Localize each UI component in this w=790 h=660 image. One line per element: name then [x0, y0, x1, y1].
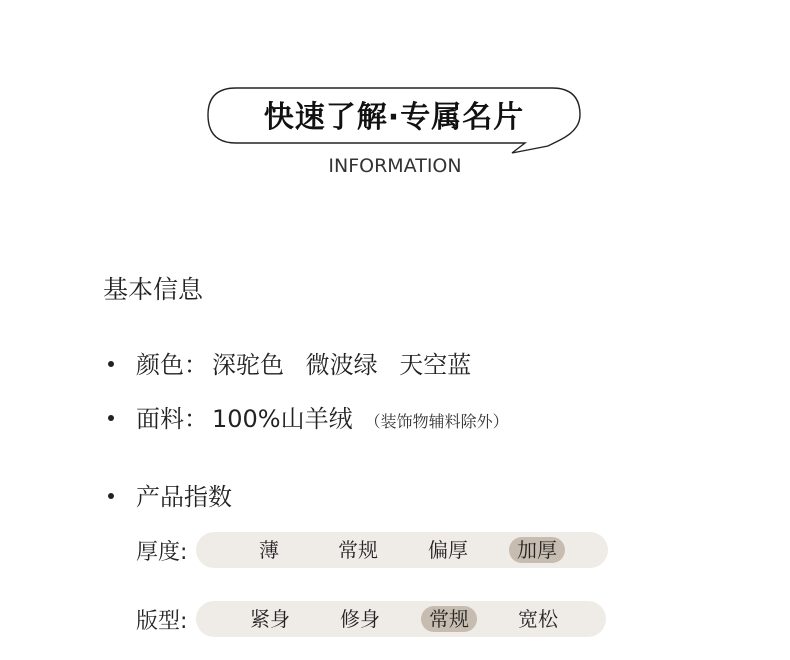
section-title-basic-info: 基本信息	[103, 275, 204, 304]
fit-track	[196, 601, 606, 637]
color-row	[108, 345, 485, 380]
color-values	[212, 345, 485, 380]
product-index-row	[108, 477, 232, 512]
fabric-value: 100%山羊绒	[212, 405, 353, 433]
thickness-option: 薄	[259, 538, 279, 562]
thickness-label: 厚度:	[136, 539, 188, 565]
fit-scale	[136, 601, 606, 637]
bullet-icon	[108, 493, 114, 499]
page-title: 快速了解·专属名片	[263, 100, 525, 135]
color-option: 深驼色	[212, 351, 284, 379]
color-option: 微波绿	[305, 351, 378, 379]
fabric-label: 面料：	[136, 405, 208, 433]
thickness-track	[196, 532, 608, 568]
fit-option: 宽松	[518, 607, 558, 631]
bullet-icon	[108, 361, 114, 367]
fit-option: 修身	[340, 607, 380, 631]
fit-option: 紧身	[250, 607, 290, 631]
thickness-option: 加厚	[509, 537, 565, 563]
bullet-icon	[108, 415, 114, 421]
color-option: 天空蓝	[399, 351, 472, 379]
page-subtitle: INFORMATION	[328, 155, 462, 177]
thickness-scale	[136, 532, 608, 568]
thickness-option: 常规	[338, 538, 378, 562]
fabric-row	[108, 399, 509, 434]
fit-option: 常规	[421, 606, 477, 632]
fit-label: 版型:	[136, 608, 188, 634]
thickness-option: 偏厚	[428, 538, 468, 562]
fabric-note: （装饰物辅料除外）	[364, 412, 509, 431]
color-label: 颜色：	[136, 351, 208, 379]
product-index-title: 产品指数	[136, 483, 232, 511]
